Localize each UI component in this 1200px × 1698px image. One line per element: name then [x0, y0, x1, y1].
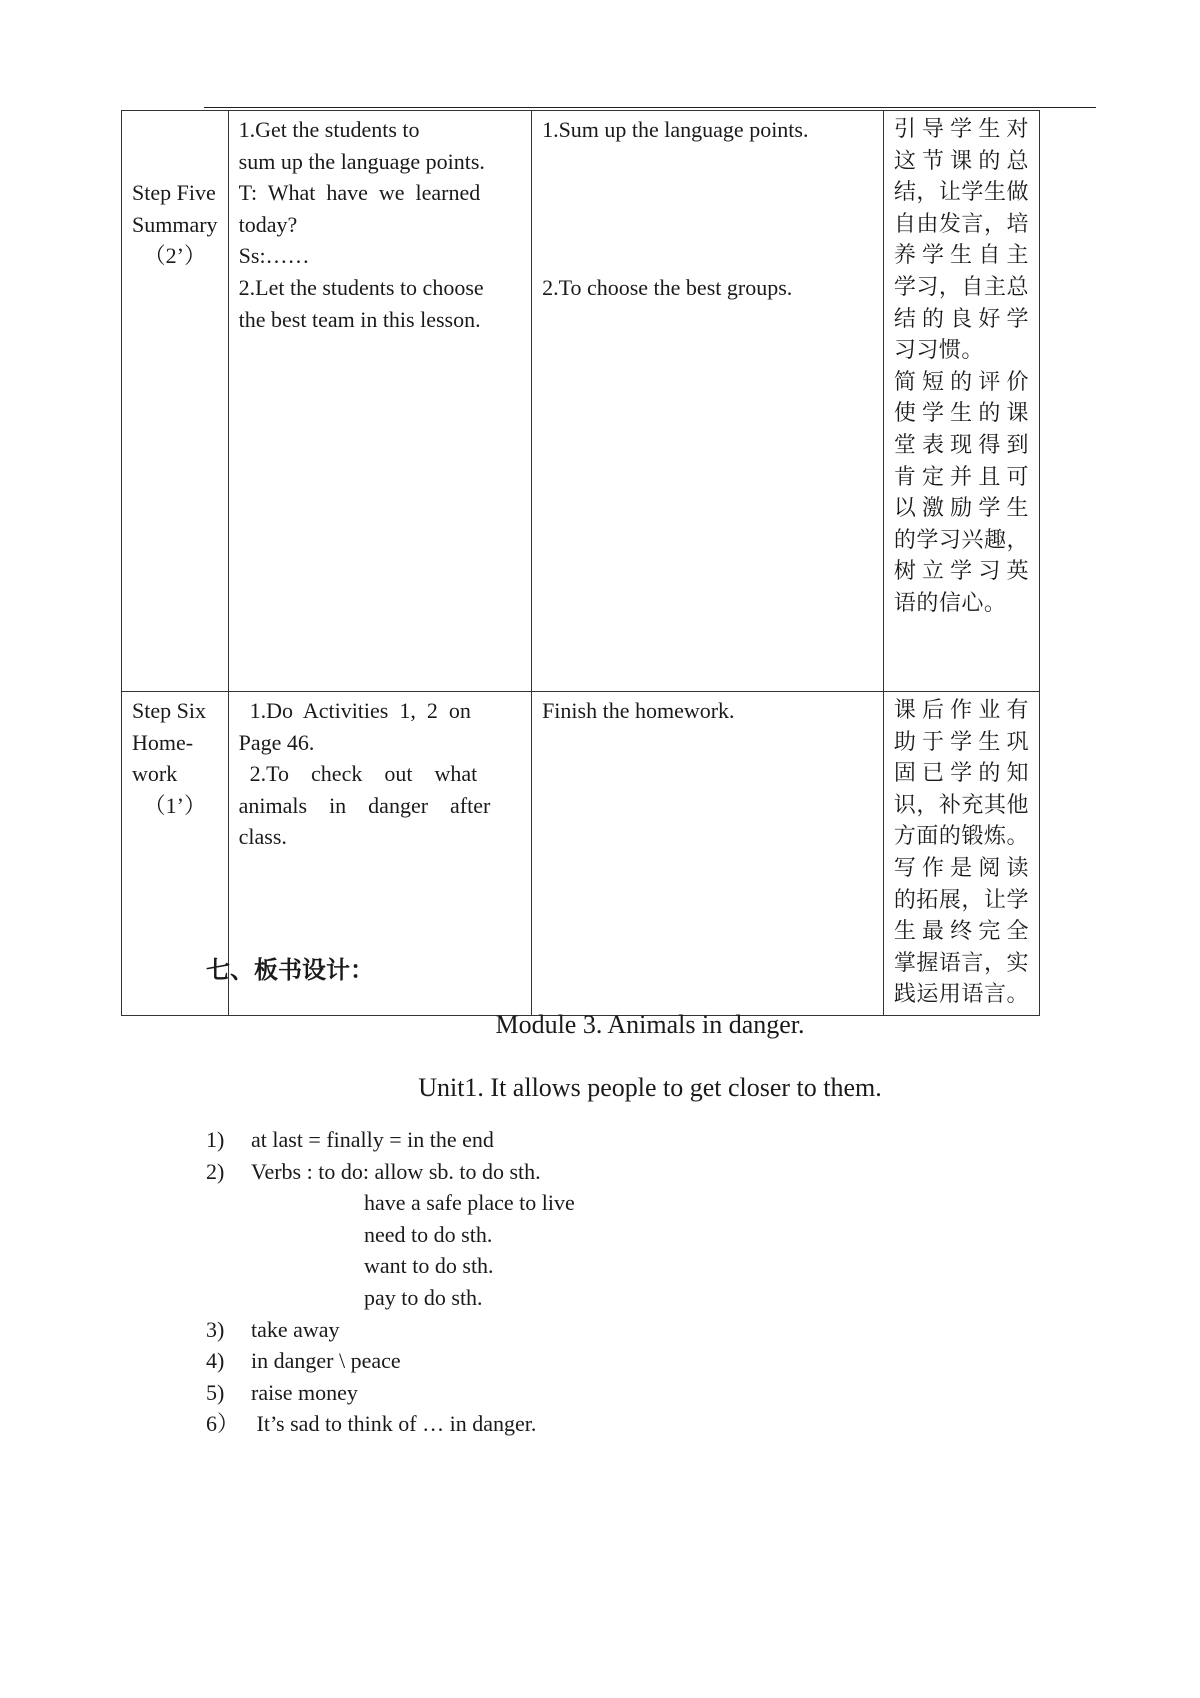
step-subtitle: Summary — [132, 211, 218, 237]
list-subitem-text: want to do sth. — [364, 1253, 494, 1279]
teacher-line: 2.Let the students to choose — [238, 274, 484, 300]
purpose-cell — [883, 692, 1039, 1016]
list-item-text: at last = finally = in the end — [251, 1127, 494, 1152]
list-item-number: 1) — [206, 1127, 225, 1152]
purpose-line: 的学习兴趣， — [893, 527, 1029, 553]
list-item-text: raise money — [251, 1379, 358, 1405]
purpose-cell — [883, 111, 1039, 692]
purpose-line: 肯定并且可 — [893, 464, 1029, 490]
student-activity-cell — [532, 111, 884, 692]
purpose-line: 固已学的知 — [893, 761, 1029, 787]
teacher-line: the best team in this lesson. — [238, 306, 481, 332]
list-item-text: take away — [251, 1316, 340, 1342]
purpose-line: 习习惯。 — [893, 338, 984, 364]
purpose-line: 使学生的课 — [893, 401, 1029, 427]
teacher-line: 1.Do Activities 1, 2 on — [238, 698, 471, 723]
list-subitem-text: pay to do sth. — [364, 1284, 483, 1310]
list-item-number: 5) — [206, 1379, 225, 1405]
lesson-steps-table — [121, 110, 1040, 1016]
list-item-number: 6） — [206, 1411, 240, 1437]
list-subitem-text: need to do sth. — [364, 1221, 493, 1247]
step-time: （2’） — [143, 243, 206, 269]
step-cell — [122, 111, 229, 692]
list-item-text: It’s sad to think of … in danger. — [251, 1411, 537, 1437]
board-title: Module 3. Animals in danger. — [495, 1010, 805, 1039]
list-item-number: 4) — [206, 1348, 225, 1374]
student-activity-1: Finish the homework. — [542, 698, 735, 723]
top-rule — [204, 107, 1096, 108]
list-item-text: in danger \ peace — [251, 1348, 401, 1374]
step-name: Step Six — [132, 698, 206, 723]
purpose-line: 掌握语言，实 — [893, 950, 1029, 976]
board-subtitle: Unit1. It allows people to get closer to them. — [418, 1073, 882, 1102]
list-item-number: 3) — [206, 1316, 225, 1342]
teacher-line: 2.To check out what — [238, 761, 478, 787]
purpose-line: 学习，自主总 — [893, 274, 1029, 300]
teacher-line: animals in danger after — [238, 792, 491, 818]
purpose-line: 践运用语言。 — [893, 982, 1029, 1008]
purpose-line: 的拓展，让学 — [893, 887, 1029, 913]
purpose-line: 助于学生巩 — [893, 729, 1029, 755]
purpose-line: 语的信心。 — [893, 590, 1007, 616]
purpose-line: 引导学生对 — [893, 117, 1029, 142]
teacher-line: sum up the language points. — [238, 148, 485, 174]
purpose-line: 课后作业有 — [893, 698, 1029, 723]
step-time: （1’） — [143, 792, 206, 818]
step-subtitle: Home- — [132, 729, 194, 755]
purpose-line: 自由发言，培 — [893, 211, 1029, 237]
teacher-line: T: What have we learned — [238, 180, 481, 206]
table-row-step-five — [122, 111, 1040, 692]
list-subitem-text: have a safe place to live — [364, 1190, 575, 1216]
list-item-number: 2) — [206, 1158, 225, 1184]
step-name: Step Five — [132, 180, 216, 205]
student-activity-1: 1.Sum up the language points. — [542, 117, 809, 142]
purpose-line: 这节课的总 — [893, 148, 1029, 174]
student-activity-2: 2.To choose the best groups. — [542, 274, 793, 300]
teacher-line: today? — [238, 211, 298, 237]
purpose-line: 树立学习英 — [893, 559, 1029, 585]
section-heading-board-design: 七、板书设计： — [206, 956, 374, 984]
teacher-line: class. — [238, 824, 287, 850]
purpose-line: 识，补充其他 — [893, 792, 1029, 818]
teacher-line: 1.Get the students to — [238, 117, 420, 142]
purpose-line: 结，让学生做 — [893, 180, 1029, 206]
teacher-activity-cell — [228, 111, 531, 692]
purpose-line: 结的良好学 — [893, 306, 1029, 332]
purpose-line: 堂表现得到 — [893, 432, 1029, 458]
student-activity-cell — [532, 692, 884, 1016]
teacher-line: Page 46. — [238, 729, 315, 755]
purpose-line: 方面的锻炼。 — [893, 824, 1029, 850]
teacher-line: Ss:…… — [238, 243, 310, 269]
purpose-line: 养学生自主 — [893, 243, 1029, 269]
list-item-text: Verbs : to do: allow sb. to do sth. — [251, 1158, 541, 1184]
purpose-line: 以激励学生 — [893, 496, 1029, 522]
purpose-line: 简短的评价 — [893, 369, 1029, 395]
step-subtitle: work — [132, 761, 178, 787]
purpose-line: 生最终完全 — [893, 919, 1029, 945]
purpose-line: 写作是阅读 — [893, 855, 1029, 881]
